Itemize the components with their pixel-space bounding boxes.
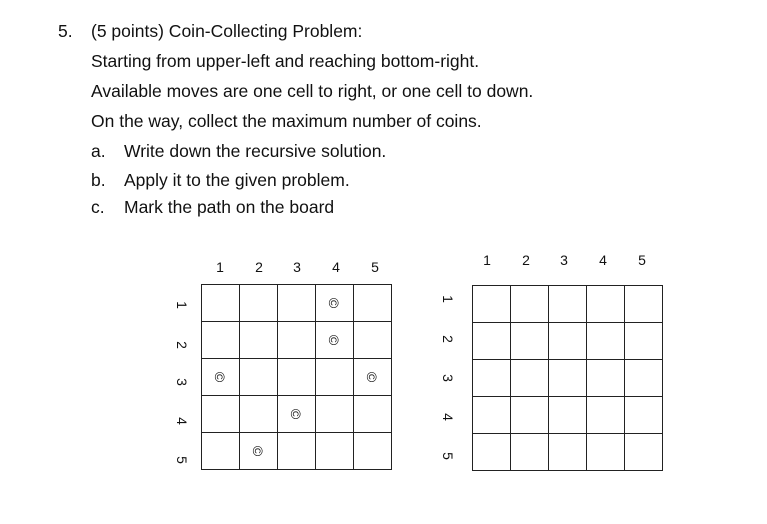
- board-row: [473, 286, 663, 323]
- board-cell: [278, 396, 316, 433]
- subitem-marker: a.: [91, 141, 106, 161]
- board-cell: [202, 396, 240, 433]
- left-board: [201, 284, 392, 470]
- problem-line: Available moves are one cell to right, or one cell to down.: [91, 81, 534, 101]
- coin-icon: ©: [364, 371, 381, 383]
- coin-icon: ©: [212, 371, 229, 383]
- board-cell: [316, 359, 354, 396]
- board-cell: [511, 360, 549, 397]
- board-cell: [473, 323, 511, 360]
- subitem-marker: c.: [91, 197, 105, 217]
- board-cell: [473, 286, 511, 323]
- column-label: 2: [255, 259, 263, 275]
- board-cell: [587, 434, 625, 471]
- board-cell: [316, 396, 354, 433]
- board-cell: [549, 286, 587, 323]
- subitem-marker: b.: [91, 170, 106, 190]
- left-board-grid: [201, 284, 392, 470]
- board-cell: [240, 433, 278, 470]
- coin-icon: ©: [288, 408, 305, 420]
- column-label: 4: [332, 259, 340, 275]
- board-cell: [278, 285, 316, 322]
- board-row: [473, 323, 663, 360]
- board-cell: [549, 323, 587, 360]
- problem-line: Starting from upper-left and reaching bottom-right.: [91, 51, 480, 71]
- board-cell: [202, 285, 240, 322]
- board-cell: [240, 359, 278, 396]
- subitem-text: Write down the recursive solution.: [124, 141, 387, 161]
- board-cell: [354, 322, 392, 359]
- row-label: 3: [440, 374, 456, 382]
- column-label: 5: [371, 259, 379, 275]
- board-cell: [473, 397, 511, 434]
- board-cell: [549, 360, 587, 397]
- row-label: 1: [174, 301, 190, 309]
- board-cell: [587, 360, 625, 397]
- coin-icon: ©: [326, 334, 343, 346]
- board-cell: [511, 434, 549, 471]
- board-cell: [278, 322, 316, 359]
- board-cell: [511, 397, 549, 434]
- problem-header: (5 points) Coin-Collecting Problem:: [91, 21, 363, 41]
- column-label: 2: [522, 252, 530, 268]
- board-cell: [202, 359, 240, 396]
- problem-line: On the way, collect the maximum number of coins.: [91, 111, 482, 131]
- board-cell: [625, 397, 663, 434]
- board-cell: [278, 359, 316, 396]
- board-cell: [625, 360, 663, 397]
- problem-number: 5.: [58, 21, 73, 41]
- right-board: [472, 285, 663, 471]
- board-row: [202, 433, 392, 470]
- board-cell: [511, 286, 549, 323]
- column-label: 4: [599, 252, 607, 268]
- subitem-text: Apply it to the given problem.: [124, 170, 350, 190]
- board-cell: [549, 434, 587, 471]
- board-cell: [354, 285, 392, 322]
- board-cell: [473, 360, 511, 397]
- board-cell: [354, 433, 392, 470]
- row-label: 5: [174, 456, 190, 464]
- board-row: [202, 285, 392, 322]
- board-cell: [240, 285, 278, 322]
- board-cell: [354, 359, 392, 396]
- board-row: [202, 396, 392, 433]
- board-cell: [202, 322, 240, 359]
- board-cell: [625, 323, 663, 360]
- row-label: 4: [440, 413, 456, 421]
- column-label: 1: [216, 259, 224, 275]
- subitem-text: Mark the path on the board: [124, 197, 335, 217]
- board-cell: [278, 433, 316, 470]
- row-label: 5: [440, 452, 456, 460]
- board-cell: [587, 397, 625, 434]
- board-cell: [587, 286, 625, 323]
- board-row: [202, 359, 392, 396]
- board-row: [473, 360, 663, 397]
- row-label: 2: [174, 341, 190, 349]
- board-cell: [473, 434, 511, 471]
- board-cell: [625, 434, 663, 471]
- row-label: 4: [174, 417, 190, 425]
- board-cell: [549, 397, 587, 434]
- board-cell: [316, 322, 354, 359]
- coin-icon: ©: [326, 297, 343, 309]
- board-cell: [202, 433, 240, 470]
- row-label: 1: [440, 295, 456, 303]
- row-label: 3: [174, 378, 190, 386]
- board-cell: [354, 396, 392, 433]
- board-cell: [625, 286, 663, 323]
- board-cell: [316, 285, 354, 322]
- problem-statement: [0, 0, 767, 230]
- column-label: 5: [638, 252, 646, 268]
- column-label: 3: [293, 259, 301, 275]
- board-cell: [511, 323, 549, 360]
- board-row: [473, 397, 663, 434]
- board-row: [202, 322, 392, 359]
- column-label: 1: [483, 252, 491, 268]
- column-label: 3: [560, 252, 568, 268]
- board-row: [473, 434, 663, 471]
- board-cell: [587, 323, 625, 360]
- coin-icon: ©: [250, 445, 267, 457]
- board-cell: [316, 433, 354, 470]
- board-cell: [240, 396, 278, 433]
- row-label: 2: [440, 335, 456, 343]
- board-cell: [240, 322, 278, 359]
- right-board-grid: [472, 285, 663, 471]
